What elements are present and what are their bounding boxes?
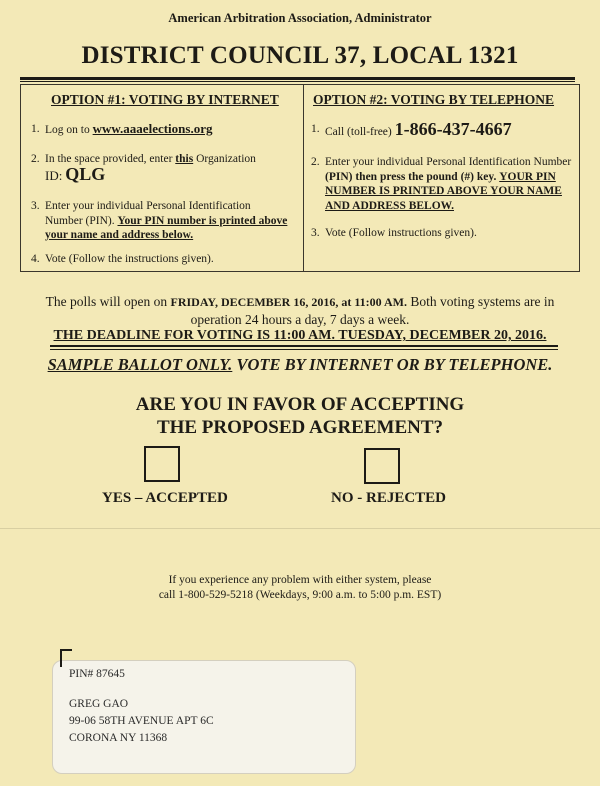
step-number: 4. [31, 253, 40, 265]
option-telephone-heading: OPTION #2: VOTING BY TELEPHONE [313, 92, 555, 107]
step-1-prefix: Call (toll-free) [325, 126, 392, 138]
internet-step-2-text [45, 152, 289, 184]
address-window [52, 660, 356, 774]
internet-step-4-text: Vote (Follow the instructions given). [45, 253, 214, 265]
polls-open-date: FRIDAY, DECEMBER 16, 2016, at 11:00 AM. [170, 295, 407, 309]
org-id-value: QLG [65, 163, 106, 184]
corner-mark [60, 649, 72, 667]
telephone-step-3-text: Vote (Follow instructions given). [325, 227, 477, 239]
question-line-1: ARE YOU IN FAVOR OF ACCEPTING [135, 394, 465, 415]
recipient-street: 99-06 58TH AVENUE APT 6C [69, 715, 214, 727]
step-2-emphasis: then press the pound (#) key. [355, 170, 497, 183]
polls-prefix: The polls will open on [45, 294, 168, 309]
help-text [0, 573, 600, 603]
vote-methods-label: VOTE BY INTERNET OR BY TELEPHONE. [236, 355, 553, 374]
step-number: 3. [31, 200, 40, 212]
title-rule [20, 77, 575, 80]
step-3-emphasis: Your PIN number is printed above your name and address below. [45, 214, 288, 241]
telephone-step-2-text [325, 155, 573, 213]
polls-open-text [0, 293, 600, 329]
help-phone-line: call 1-800-529-5218 (Weekdays, 9:00 a.m. to 5:00 p.m. EST) [158, 589, 442, 601]
step-number: 2. [311, 156, 320, 168]
step-2-text-2: Organization [196, 153, 256, 165]
ballot-rule-thin [50, 349, 558, 350]
page-title: DISTRICT COUNCIL 37, LOCAL 1321 [81, 42, 519, 69]
step-2-text: Enter your individual Personal Identification Number [325, 156, 572, 168]
step-number: 1. [311, 123, 320, 135]
voting-options-box [20, 84, 580, 272]
sample-ballot-label: SAMPLE BALLOT ONLY. [47, 355, 233, 374]
step-number: 1. [31, 123, 40, 135]
step-3-text: Enter your individual Personal Identification Number (PIN). [45, 200, 251, 227]
help-line-1: If you experience any problem with either system, please [168, 574, 432, 586]
ballot-question [0, 393, 600, 439]
recipient-city: CORONA NY 11368 [69, 732, 168, 744]
yes-checkbox[interactable] [144, 446, 180, 482]
voting-deadline: THE DEADLINE FOR VOTING IS 11:00 AM. TUESDAY, DECEMBER 20, 2016. [53, 328, 547, 343]
sample-ballot-notice [0, 355, 600, 375]
column-divider [303, 85, 304, 271]
step-1-prefix: Log on to [45, 124, 90, 136]
pin-number: PIN# 87645 [69, 668, 125, 680]
recipient-name: GREG GAO [69, 698, 129, 710]
step-number: 2. [31, 153, 40, 165]
internet-step-2 [31, 152, 291, 192]
polls-suffix: Both voting systems are in [410, 294, 555, 309]
step-number: 3. [311, 227, 320, 239]
ballot-rule [50, 345, 558, 347]
org-id-label: ID: [45, 167, 63, 183]
internet-step-3-text [45, 199, 289, 243]
step-2-caps-note: YOUR PIN NUMBER IS PRINTED ABOVE YOUR NAME AND ADDRESS BELOW. [325, 170, 562, 212]
yes-accepted-label: YES – ACCEPTED [102, 490, 228, 506]
voting-phone-number: 1-866-437-4667 [394, 119, 512, 139]
administrator-line: American Arbitration Association, Administrator [168, 11, 432, 25]
step-2-emphasis: this [175, 153, 194, 165]
pin-label: (PIN) [325, 170, 353, 183]
no-rejected-label: NO - REJECTED [331, 490, 447, 506]
step-2-text: In the space provided, enter [45, 153, 173, 165]
polls-hours: operation 24 hours a day, 7 days a week. [190, 312, 410, 327]
fold-line [0, 528, 600, 529]
question-line-2: THE PROPOSED AGREEMENT? [156, 417, 444, 438]
telephone-step-1-text [325, 119, 512, 140]
internet-step-1-text [45, 122, 212, 138]
option-internet-heading: OPTION #1: VOTING BY INTERNET [51, 92, 279, 107]
title-rule-thin [20, 81, 575, 82]
election-website-link[interactable]: www.aaaelections.org [92, 121, 213, 136]
no-checkbox[interactable] [364, 448, 400, 484]
